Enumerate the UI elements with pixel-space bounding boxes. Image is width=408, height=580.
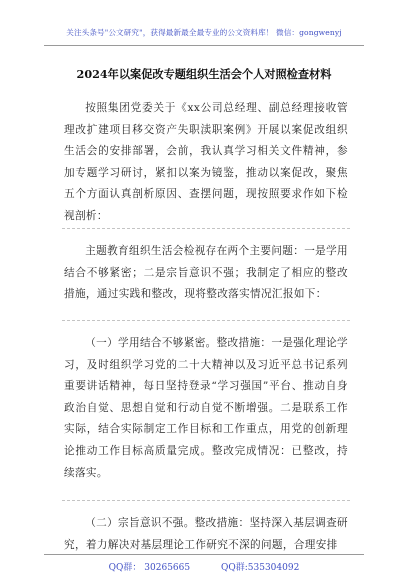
paragraph-intro: 按照集团党委关于《xx公司总经理、副总经理接收管理改扩建项目移交资产失职渎职案例》开展以案促改组织生活会的安排部署，会前，我认真学习相关文件精神，参加专题学习研讨，紧扣以案为镜鉴，推动以案促改，聚焦五个方面认真剖析原因、查摆问题，现按照要求作如下检视剖析： xyxy=(64,102,348,222)
footer-divider xyxy=(44,554,364,555)
header-divider xyxy=(44,45,364,46)
paragraph-separator xyxy=(62,320,350,321)
footer-qq-group-2: QQ群:535304092 xyxy=(220,563,300,573)
paragraph-separator xyxy=(62,228,350,229)
paragraph-separator xyxy=(62,500,350,501)
paragraph-item-1: （一）学用结合不够紧密。整改措施：一是强化理论学习，及时组织学习党的二十大精神以及习近平总书记系列重要讲话精神，每日坚持登录“学习强国”平台、推动自身政治自觉、思想自觉和行动自觉不断增强。二是联系工作实际，结合实际制定工作目标和工作重点，用党的创新理论推动工作目标高质量完成。整改完成情况：已整改，持续落实。 xyxy=(64,337,348,479)
footer-qq-group-1: QQ群： 30265665 xyxy=(108,563,191,573)
footer xyxy=(0,560,408,573)
paragraph-summary: 主题教育组织生活会检视存在两个主要问题：一是学用结合不够紧密；二是宗旨意识不强；我制定了相应的整改措施，通过实践和整改，现将整改落实情况汇报如下： xyxy=(64,245,348,301)
document-title: 2024年以案促改专题组织生活会个人对照检查材料 xyxy=(76,67,332,81)
paragraph-item-2: （二）宗旨意识不强。整改措施：坚持深入基层调查研究，着力解决对基层理论工作研究不深的问题，合理安排 xyxy=(64,517,348,551)
header-promo-text: 关注头条号"公文研究"，获得最新最全最专业的公文资料库！ 微信：gongwenyj xyxy=(66,28,342,37)
